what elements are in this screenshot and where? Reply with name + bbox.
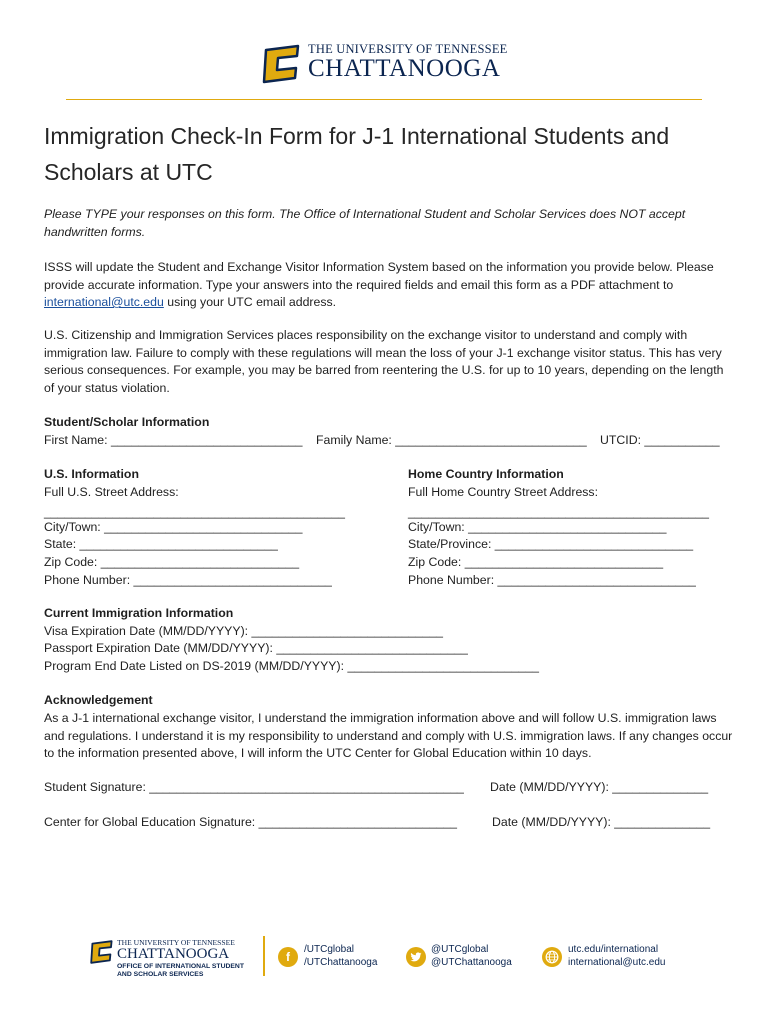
globe-icon xyxy=(542,947,562,967)
acknowledgement-text: As a J-1 international exchange visitor, I understand the immigration information above and will follow U.S. immigration laws and regulations. I understand it is my responsibility to understand and comply with U.S. immigration laws. If any changes occur to the information presented above, I will inform the UTC Center for Global Education within 10 days. xyxy=(44,711,733,761)
us-street-field[interactable]: ____________________________________________ xyxy=(44,505,345,519)
typing-instructions: Please TYPE your responses on this form. The Office of International Student and Scholar Services does NOT accept handwritten forms. xyxy=(44,207,686,239)
footer-office-line-2: AND SCHOLAR SERVICES xyxy=(117,971,204,978)
isss-email-link[interactable]: international@utc.edu xyxy=(44,295,164,310)
header-divider xyxy=(66,99,702,100)
footer-office-line-1: OFFICE OF INTERNATIONAL STUDENT xyxy=(117,963,244,970)
us-street-label: Full U.S. Street Address: xyxy=(44,485,179,499)
home-phone-field[interactable]: Phone Number: _____________________________ xyxy=(408,573,696,587)
web-links xyxy=(568,944,665,969)
twitter-utcglobal[interactable]: @UTCglobal xyxy=(431,944,489,955)
home-state-field[interactable]: State/Province: _____________________________ xyxy=(408,537,694,551)
us-city-field[interactable]: City/Town: _____________________________ xyxy=(44,520,303,534)
isss-paragraph xyxy=(44,259,734,312)
facebook-links xyxy=(304,944,377,969)
footer-campus-name: CHATTANOOGA xyxy=(117,946,230,962)
utcid-field[interactable]: UTCID: ___________ xyxy=(600,433,720,447)
home-street-label: Full Home Country Street Address: xyxy=(408,485,598,499)
student-signature-field[interactable]: Student Signature: ______________________________________________ xyxy=(44,780,464,794)
globe-shape-icon xyxy=(545,950,559,964)
web-email-link[interactable]: international@utc.edu xyxy=(568,956,666,968)
family-name-field[interactable]: Family Name: ____________________________ xyxy=(316,433,587,447)
footer-office-name xyxy=(117,963,244,979)
us-phone-field[interactable]: Phone Number: _____________________________ xyxy=(44,573,332,587)
web-url-link[interactable]: utc.edu/international xyxy=(568,944,659,955)
home-street-field[interactable]: ____________________________________________ xyxy=(408,505,709,519)
title-line-2: Scholars at UTC xyxy=(44,159,213,185)
first-name-field[interactable]: First Name: ____________________________ xyxy=(44,433,303,447)
twitter-links xyxy=(431,944,512,969)
acknowledgement-heading: Acknowledgement xyxy=(44,693,153,707)
home-city-field[interactable]: City/Town: _____________________________ xyxy=(408,520,667,534)
visa-expiration-field[interactable]: Visa Expiration Date (MM/DD/YYYY): ____________________________ xyxy=(44,624,444,638)
twitter-bird-icon xyxy=(410,951,422,963)
immigration-heading: Current Immigration Information xyxy=(44,606,234,620)
logo-campus-name: CHATTANOOGA xyxy=(308,55,501,82)
us-info-heading: U.S. Information xyxy=(44,467,139,481)
footer-logo xyxy=(90,938,260,982)
facebook-utchattanooga[interactable]: /UTChattanooga xyxy=(304,956,378,968)
home-info-heading: Home Country Information xyxy=(408,467,564,481)
logo-university-name: THE UNIVERSITY OF TENNESSEE xyxy=(308,42,508,56)
footer-c-logo-icon xyxy=(90,940,114,964)
us-state-field[interactable]: State: _____________________________ xyxy=(44,537,278,551)
title-line-1: Immigration Check-In Form for J-1 International Students and xyxy=(44,123,670,149)
utc-c-logo-icon xyxy=(262,44,302,84)
program-end-date-field[interactable]: Program End Date Listed on DS-2019 (MM/DD/YYYY): ____________________________ xyxy=(44,659,539,673)
utc-logo xyxy=(262,42,522,90)
footer-university-name: THE UNIVERSITY OF TENNESSEE xyxy=(117,938,235,947)
twitter-icon xyxy=(406,947,426,967)
facebook-utcglobal[interactable]: /UTCglobal xyxy=(304,944,355,955)
passport-expiration-field[interactable]: Passport Expiration Date (MM/DD/YYYY): ____________________________ xyxy=(44,641,468,655)
facebook-icon: f xyxy=(278,947,298,967)
uscis-paragraph: U.S. Citizenship and Immigration Services places responsibility on the exchange visitor to understand and comply with immigration law. Failure to comply with these regulations will mean the loss of your J-1 exchange visitor status. This has very serious consequences. For example, you may be barred from reentering the U.S. for up to 10 years, depending on the length of your status violation. xyxy=(44,328,724,395)
twitter-utchattanooga[interactable]: @UTChattanooga xyxy=(431,956,512,968)
center-signature-field[interactable]: Center for Global Education Signature: _____________________________ xyxy=(44,815,457,829)
isss-text-after: using your UTC email address. xyxy=(163,295,337,310)
isss-text-before: ISSS will update the Student and Exchange Visitor Information System based on the information you provide below. Please provide accurate information. Type your answers into the required fields and email this form as a PDF attachment to xyxy=(44,260,714,292)
footer-divider xyxy=(263,936,265,976)
student-date-field[interactable]: Date (MM/DD/YYYY): ______________ xyxy=(490,780,709,794)
center-date-field[interactable]: Date (MM/DD/YYYY): ______________ xyxy=(492,815,711,829)
home-zip-field[interactable]: Zip Code: _____________________________ xyxy=(408,555,664,569)
us-zip-field[interactable]: Zip Code: _____________________________ xyxy=(44,555,300,569)
student-info-heading: Student/Scholar Information xyxy=(44,415,210,429)
page-title xyxy=(44,118,734,190)
